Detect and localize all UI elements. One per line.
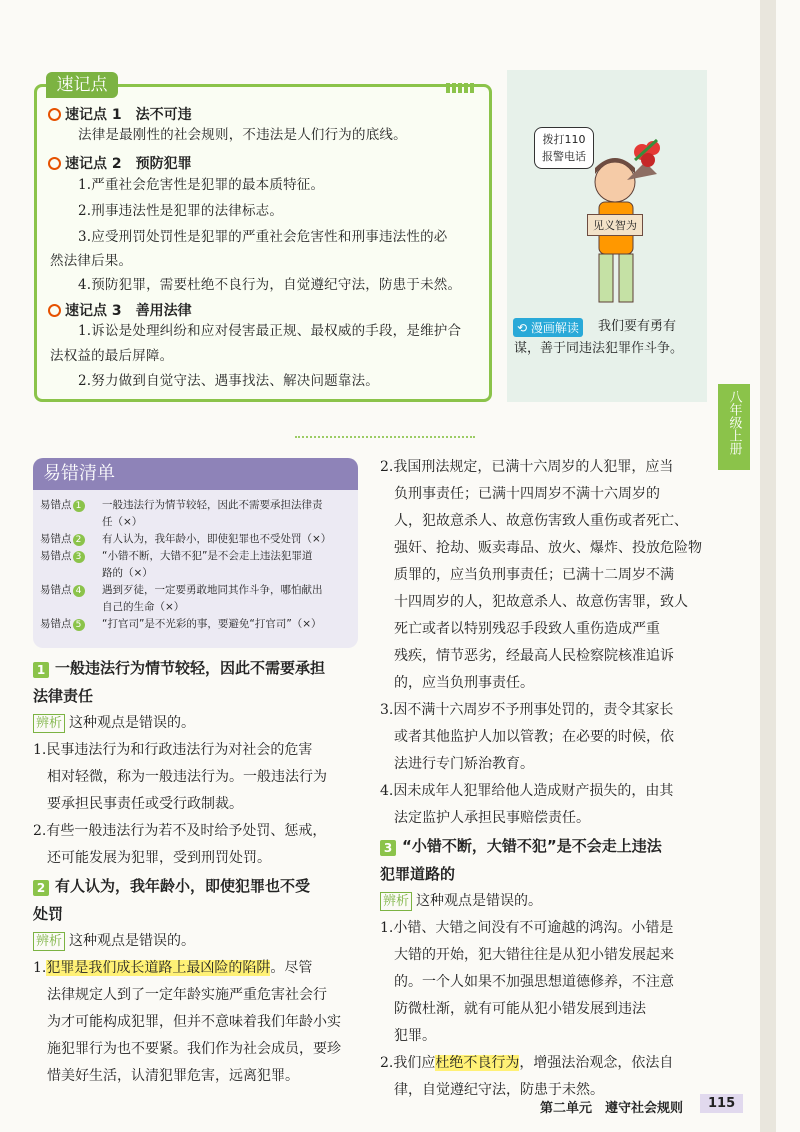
quick-point-1-text: 法律是最刚性的社会规则，不违法是人们行为的底线。	[78, 127, 407, 143]
body-line: 法律规定人到了一定年龄实施严重危害社会行	[47, 987, 327, 1003]
footer-unit-title: 第二单元 遵守社会规则	[540, 1101, 684, 1116]
award-sign: 见义智为	[587, 214, 643, 236]
clock-icon	[48, 157, 61, 170]
body-line: 还可能发展为犯罪，受到刑罚处罚。	[47, 850, 271, 866]
decorative-bars	[446, 78, 476, 97]
quick-point-2-line: 然法律后果。	[50, 253, 133, 269]
body-line: 人，犯故意杀人、故意伤害致人重伤或者死亡、	[394, 513, 688, 529]
quick-point-3-line: 1.诉讼是处理纠纷和应对侵害最正规、最权威的手段，是维护合	[78, 323, 462, 339]
mistake-item: 易错点 4 遇到歹徒，一定要勇敢地同其作斗争，哪怕献出	[40, 584, 323, 596]
body-line: 4.因未成年人犯罪给他人造成财产损失的，由其	[380, 783, 674, 799]
right-column	[380, 454, 720, 1104]
body-line: 法进行专门矫治教育。	[394, 756, 534, 772]
section-1-verdict: 辨析 这种观点是错误的。	[33, 710, 363, 737]
body-line: 防微杜渐，就有可能从犯小错发展到违法	[394, 1001, 646, 1017]
section-2-title-cont: 处罚	[33, 905, 64, 923]
body-line: 律，自觉遵纪守法，防患于未然。	[394, 1082, 604, 1098]
body-line: 或者其他监护人加以管教；在必要的时候，依	[394, 729, 674, 745]
clock-icon	[48, 108, 61, 121]
body-line: 1.犯罪是我们成长道路上最凶险的陷阱。尽管	[33, 960, 313, 976]
mistake-item: 易错点 5 “打官司”是不光彩的事，要避免“打官司”（×）	[40, 618, 322, 630]
quick-point-1-heading: 速记点 1 法不可违	[48, 104, 192, 124]
section-1-title-cont: 法律责任	[33, 687, 94, 705]
body-line: 的，应当负刑事责任。	[394, 675, 534, 691]
section-3-verdict: 辨析 这种观点是错误的。	[380, 888, 720, 915]
body-line: 惜美好生活，认清犯罪危害，远离犯罪。	[47, 1068, 299, 1084]
body-line: 3.因不满十六周岁不予刑事处罚的，责令其家长	[380, 702, 674, 718]
section-3-title-cont: 犯罪道路的	[380, 865, 456, 883]
mistake-item-cont: 自己的生命（×）	[102, 601, 185, 613]
body-line: 质罪的，应当负刑事责任；已满十二周岁不满	[394, 567, 674, 583]
quick-point-2-line: 3.应受刑罚处罚性是犯罪的严重社会危害性和刑事违法性的必	[78, 229, 448, 245]
body-line: 施犯罪行为也不要紧。我们作为社会成员，要珍	[47, 1041, 341, 1057]
quick-point-2-line: 2.刑事违法性是犯罪的法律标志。	[78, 203, 284, 219]
quick-point-2-line: 4.预防犯罪，需要杜绝不良行为，自觉遵纪守法，防患于未然。	[78, 277, 462, 293]
body-line: 十四周岁的人，犯故意杀人、故意伤害罪，致人	[394, 594, 688, 610]
body-line: 的。一个人如果不加强思想道德修养，不注意	[394, 974, 674, 990]
section-2-verdict: 辨析 这种观点是错误的。	[33, 928, 363, 955]
body-line: 为才可能构成犯罪，但并不意味着我们年龄小实	[47, 1014, 341, 1030]
body-line: 犯罪。	[394, 1028, 436, 1044]
body-line: 2.我们应杜绝不良行为，增强法治观念，依法自	[380, 1055, 674, 1071]
body-line: 大错的开始，犯大错往往是从犯小错发展起来	[394, 947, 674, 963]
body-line: 负刑事责任；已满十四周岁不满十六周岁的	[394, 486, 660, 502]
boy-with-flowers-illustration	[507, 70, 707, 310]
body-line: 2.有些一般违法行为若不及时给予处罚、惩戒，	[33, 823, 327, 839]
quick-points-title: 速记点	[46, 72, 118, 98]
clock-icon	[48, 304, 61, 317]
highlighted-text: 杜绝不良行为	[435, 1055, 520, 1071]
body-line: 相对轻微，称为一般违法行为。一般违法行为	[47, 769, 327, 785]
comic-interpretation-label: ⟲ 漫画解读	[513, 318, 583, 337]
body-line: 1.小错、大错之间没有不可逾越的鸿沟。小错是	[380, 920, 674, 936]
comic-caption-line: 我们要有勇有	[598, 319, 677, 334]
section-divider	[295, 436, 475, 438]
mistake-item: 易错点 2 有人认为，我年龄小，即使犯罪也不受处罚（×）	[40, 533, 332, 545]
page-edge-strip	[760, 0, 776, 1132]
body-line: 要承担民事责任或受行政制裁。	[47, 796, 243, 812]
body-line: 残疾，情节恶劣，经最高人民检察院核准追诉	[394, 648, 674, 664]
mistake-item-cont: 路的（×）	[102, 567, 153, 579]
grade-side-tab: 八年级上册	[718, 384, 750, 470]
quick-point-2-heading: 速记点 2 预防犯罪	[48, 153, 192, 173]
section-1-title: 1 一般违法行为情节较轻，因此不需要承担	[33, 654, 363, 682]
body-line: 1.民事违法行为和行政违法行为对社会的危害	[33, 742, 313, 758]
comic-caption-line: 谋，善于同违法犯罪作斗争。	[514, 341, 684, 356]
mistake-item: 易错点 1 一般违法行为情节较轻，因此不需要承担法律责	[40, 499, 323, 511]
mistakes-list-title: 易错清单	[33, 458, 358, 490]
mistake-item-cont: 任（×）	[102, 516, 143, 528]
left-column	[33, 654, 363, 1090]
section-2-title: 2 有人认为，我年龄小，即使犯罪也不受	[33, 872, 363, 900]
quick-point-3-line: 法权益的最后屏障。	[50, 348, 174, 364]
quick-point-2-line: 1.严重社会危害性是犯罪的最本质特征。	[78, 177, 325, 193]
body-line: 2.我国刑法规定，已满十六周岁的人犯罪，应当	[380, 459, 674, 475]
body-line: 死亡或者以特别残忍手段致人重伤造成严重	[394, 621, 660, 637]
quick-point-3-line: 2.努力做到自觉守法、遇事找法、解决问题靠法。	[78, 373, 379, 389]
page-number: 115	[700, 1094, 743, 1113]
highlighted-text: 犯罪是我们成长道路上最凶险的陷阱	[46, 960, 271, 976]
quick-point-3-heading: 速记点 3 善用法律	[48, 300, 192, 320]
body-line: 强奸、抢劫、贩卖毒品、放火、爆炸、投放危险物	[394, 540, 702, 556]
speech-bubble: 拨打110 报警电话	[534, 127, 594, 169]
section-3-title: 3 “小错不断，大错不犯”是不会走上违法	[380, 832, 720, 860]
mistake-item: 易错点 3 “小错不断，大错不犯”是不会走上违法犯罪道	[40, 550, 313, 562]
mistakes-list	[40, 497, 356, 633]
body-line: 法定监护人承担民事赔偿责任。	[394, 810, 590, 826]
